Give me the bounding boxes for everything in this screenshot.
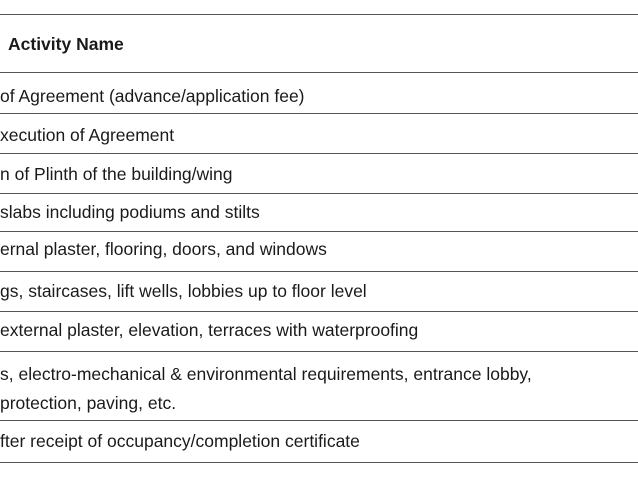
table-row	[0, 272, 638, 312]
table-row	[0, 73, 638, 114]
activity-cell-line-2: protection, paving, etc.	[0, 393, 177, 413]
activity-name-header: Activity Name	[8, 34, 124, 54]
activity-cell-line-1: s, electro-mechanical & environmental requirements, entrance lobby,	[0, 364, 532, 384]
activity-cell: external plaster, elevation, terraces with waterproofing	[0, 320, 419, 340]
table-row	[0, 421, 638, 463]
activity-cell: gs, staircases, lift wells, lobbies up to floor level	[0, 281, 367, 301]
table-row	[0, 312, 638, 352]
activity-cell: xecution of Agreement	[0, 125, 175, 145]
activity-cell: fter receipt of occupancy/completion certificate	[0, 431, 360, 451]
table-row	[0, 352, 638, 421]
table-row	[0, 194, 638, 232]
table-header-row	[0, 15, 638, 73]
activity-cell: ernal plaster, flooring, doors, and windows	[0, 239, 327, 259]
activity-cell: of Agreement (advance/application fee)	[0, 86, 305, 106]
table-row	[0, 232, 638, 272]
table-row	[0, 154, 638, 194]
activity-cell: slabs including podiums and stilts	[0, 202, 260, 222]
activity-cell: n of Plinth of the building/wing	[0, 164, 233, 184]
activity-table	[0, 14, 638, 463]
table-row	[0, 114, 638, 154]
